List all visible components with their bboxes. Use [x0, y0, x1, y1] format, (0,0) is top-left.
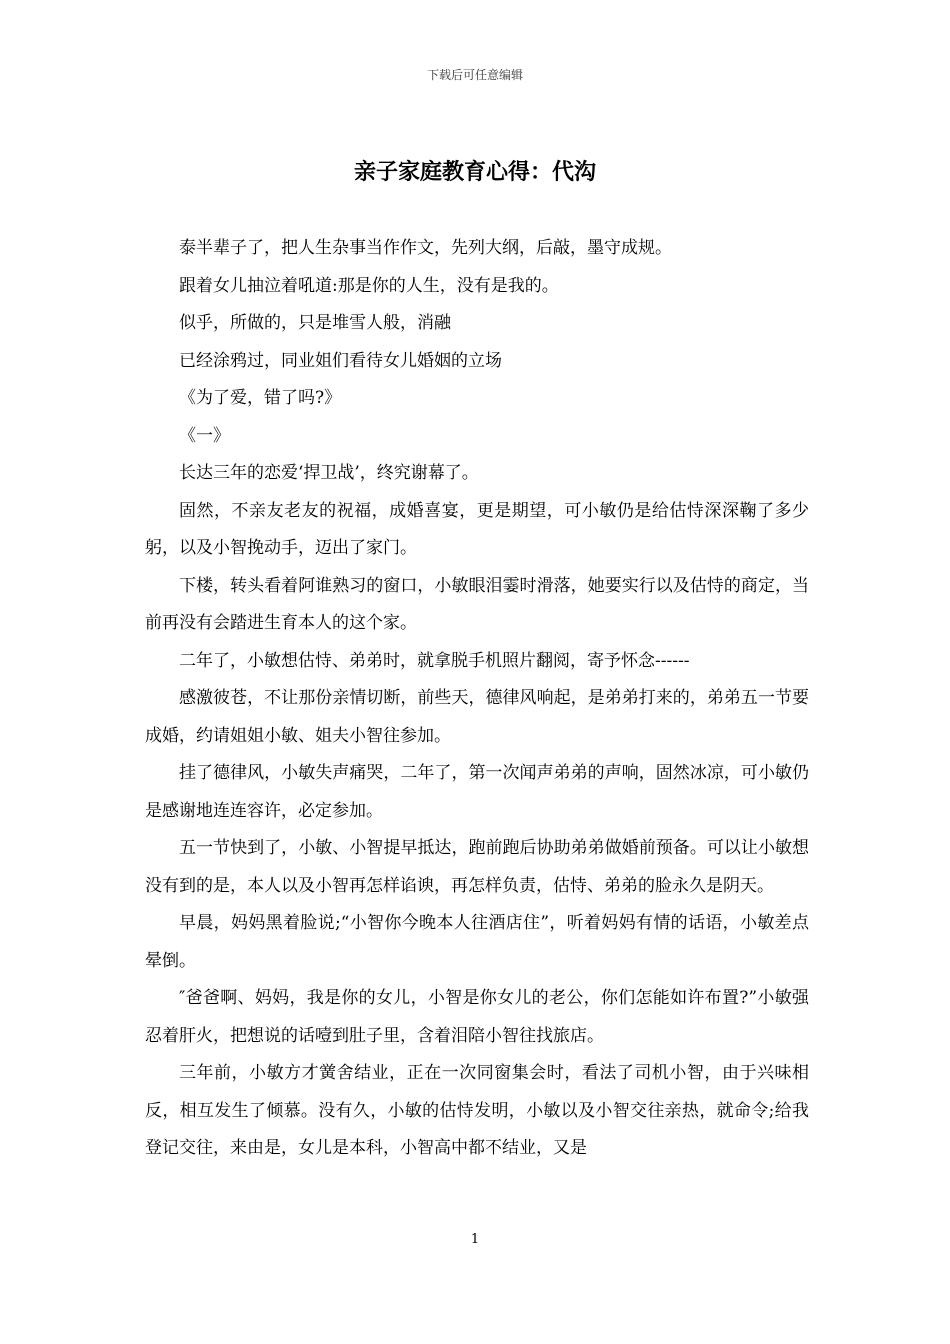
document-body [145, 230, 809, 1168]
document-title: 亲子家庭教育心得：代沟 [353, 160, 596, 185]
paragraph: 下楼，转头看着阿谁熟习的窗口，小敏眼泪霎时滑落，她要实行以及估恃的商定，当前再没有会踏进生育本人的这个家。 [145, 575, 809, 633]
paragraph: 五一节快到了，小敏、小智提早抵达，跑前跑后协助弟弟做婚前预备。可以让小敏想没有到的是，本人以及小智再怎样谄谀，再怎样负责，估恃、弟弟的脸永久是阴天。 [145, 838, 809, 896]
paragraph: 固然，不亲友老友的祝福，成婚喜宴，更是期望，可小敏仍是给估恃深深鞠了多少躬，以及小智挽动手，迈出了家门。 [145, 500, 809, 558]
paragraph: 似乎，所做的，只是堆雪人般，消融 [179, 313, 451, 333]
paragraph: 已经涂鸦过，同业姐们看待女儿婚姻的立场 [179, 350, 502, 371]
paragraph: 《一》 [179, 425, 230, 446]
paragraph: 二年了，小敏想估恃、弟弟时，就拿脱手机照片翻阅，寄予怀念------ [179, 650, 690, 671]
paragraph: ″爸爸啊、妈妈，我是你的女儿，小智是你女儿的老公，你们怎能如许布置?”小敏强忍着肝火，把想说的话噎到肚子里，含着泪陪小智往找旅店。 [145, 988, 809, 1046]
paragraph: 《为了爱，错了吗?》 [179, 388, 342, 408]
paragraph: 早晨，妈妈黑着脸说;“小智你今晚本人往酒店住”，听着妈妈有情的话语，小敏差点晕倒。 [145, 913, 809, 971]
page-number: 1 [470, 1232, 480, 1247]
paragraph: 感激彼苍，不让那份亲情切断，前些天，德律风响起，是弟弟打来的，弟弟五一节要成婚，约请姐姐小敏、姐夫小智往参加。 [145, 688, 809, 746]
paragraph: 泰半辈子了，把人生杂事当作作文，先列大纲，后敲，墨守成规。 [179, 238, 672, 258]
header-note: 下载后可任意编辑 [426, 68, 523, 82]
paragraph: 跟着女儿抽泣着吼道:那是你的人生，没有是我的。 [179, 275, 559, 296]
paragraph: 长达三年的恋爱‘捍卫战’，终究谢幕了。 [179, 463, 479, 483]
paragraph: 挂了德律风，小敏失声痛哭，二年了，第一次闻声弟弟的声响，固然冰凉，可小敏仍是感谢地连连容许，必定参加。 [145, 763, 809, 821]
paragraph: 三年前，小敏方才黉舍结业，正在一次同窗集会时，看法了司机小智，由于兴味相反，相互发生了倾慕。没有久，小敏的估恃发明，小敏以及小智交往亲热，就命令;给我登记交往，来由是，女儿是本科，小智高中都不结业，又是 [145, 1063, 809, 1158]
